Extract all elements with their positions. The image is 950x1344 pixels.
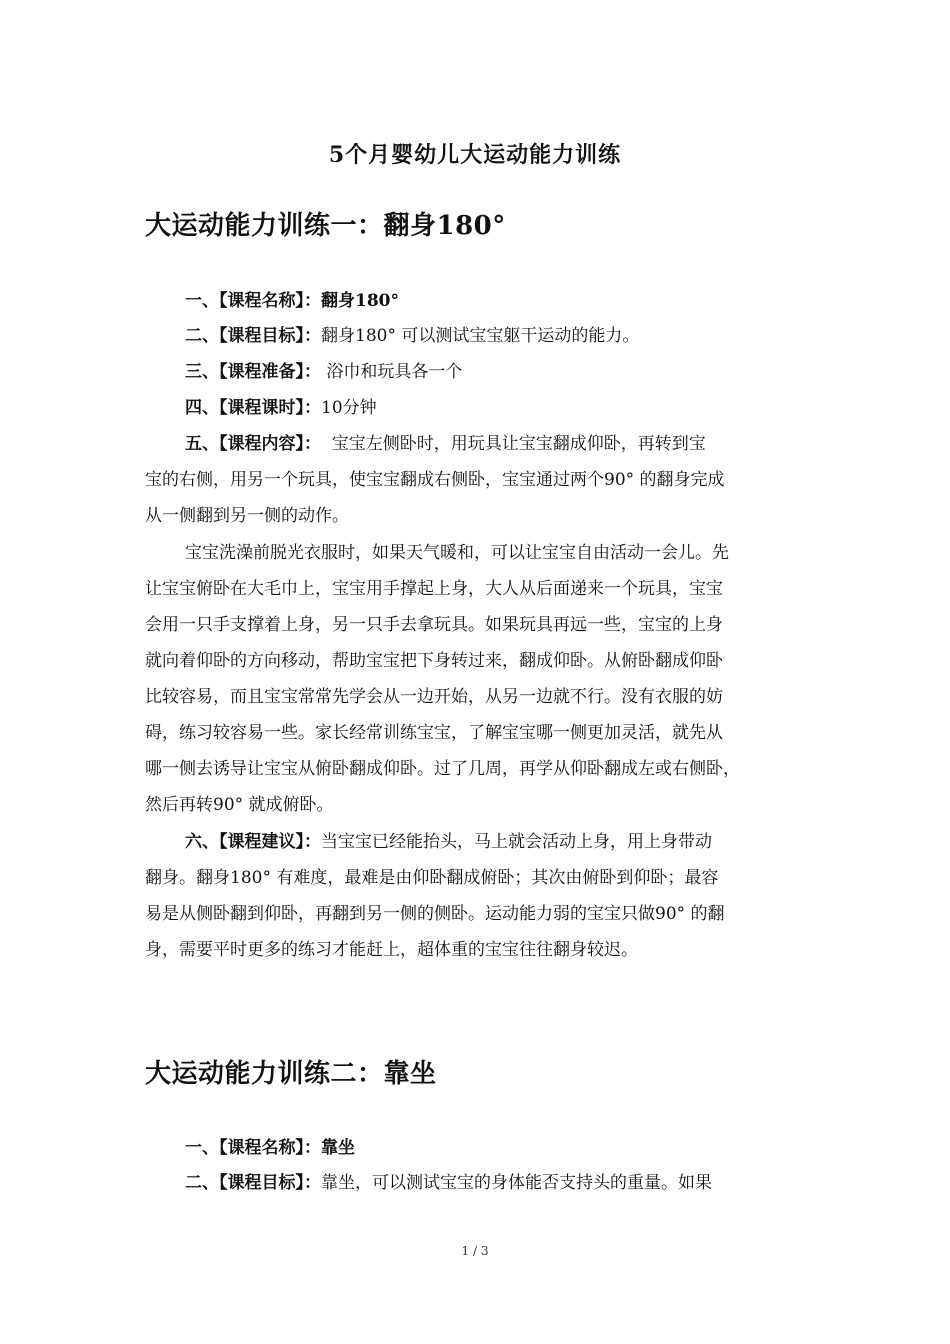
- paragraph-line: 然后再转90° 就成俯卧。: [145, 795, 334, 815]
- section-heading-1: 大运动能力训练一：翻身180°: [145, 211, 506, 241]
- course-name-row-1: [185, 289, 825, 313]
- page-title: 5个月婴幼儿大运动能力训练: [328, 142, 622, 168]
- course-goal-label: 二、【课程目标】：: [185, 326, 321, 346]
- course-time-label: 四、【课程课时】：: [185, 398, 321, 418]
- course-time-value: 10分钟: [321, 398, 377, 418]
- paragraph-line: 宝宝洗澡前脱光衣服时，如果天气暖和，可以让宝宝自由活动一会儿。先: [185, 543, 729, 563]
- course-advice-row-1: [185, 830, 825, 854]
- course-prep-value: 浴巾和玩具各一个: [321, 362, 463, 382]
- course-name-value: 靠坐: [321, 1138, 355, 1158]
- paragraph-line: 身，需要平时更多的练习才能赶上，超体重的宝宝往往翻身较迟。: [145, 940, 638, 960]
- course-advice-text: 当宝宝已经能抬头，马上就会活动上身，用上身带动: [321, 832, 712, 852]
- paragraph-line: 就向着仰卧的方向移动，帮助宝宝把下身转过来，翻成仰卧。从俯卧翻成仰卧: [145, 651, 723, 671]
- paragraph-line: 翻身。翻身180° 有难度，最难是由仰卧翻成俯卧；其次由俯卧到仰卧；最容: [145, 868, 719, 888]
- section-heading-2: 大运动能力训练二：靠坐: [145, 1059, 437, 1089]
- course-content-row-1: [185, 432, 825, 456]
- paragraph-line: 易是从侧卧翻到仰卧，再翻到另一侧的侧卧。运动能力弱的宝宝只做90° 的翻: [145, 904, 725, 924]
- course-name-label: 一、【课程名称】：: [185, 291, 321, 311]
- course-content-label: 五、【课程内容】：: [185, 434, 321, 454]
- course-goal-row-2: [185, 1171, 825, 1195]
- course-prep-label: 三、【课程准备】：: [185, 362, 321, 382]
- course-time-row-1: [185, 396, 825, 420]
- paragraph-line: 从一侧翻到另一侧的动作。: [145, 506, 349, 526]
- course-goal-value: 靠坐，可以测试宝宝的身体能否支持头的重量。如果: [321, 1173, 712, 1193]
- paragraph-line: 比较容易，而且宝宝常常先学会从一边开始，从另一边就不行。没有衣服的妨: [145, 687, 723, 707]
- course-name-value: 翻身180°: [321, 291, 399, 311]
- course-name-label: 一、【课程名称】：: [185, 1138, 321, 1158]
- paragraph-line: 会用一只手支撑着上身，另一只手去拿玩具。如果玩具再远一些，宝宝的上身: [145, 615, 723, 635]
- course-goal-row-1: [185, 324, 825, 348]
- paragraph-line: 让宝宝俯卧在大毛巾上，宝宝用手撑起上身，大人从后面递来一个玩具，宝宝: [145, 579, 723, 599]
- paragraph-line: 哪一侧去诱导让宝宝从俯卧翻成仰卧。过了几周，再学从仰卧翻成左或右侧卧，: [145, 759, 740, 779]
- paragraph-line: 碍，练习较容易一些。家长经常训练宝宝，了解宝宝哪一侧更加灵活，就先从: [145, 723, 723, 743]
- course-goal-label: 二、【课程目标】：: [185, 1173, 321, 1193]
- course-content-text: 宝宝左侧卧时，用玩具让宝宝翻成仰卧，再转到宝: [321, 434, 706, 454]
- course-goal-value: 翻身180° 可以测试宝宝躯干运动的能力。: [321, 326, 640, 346]
- course-prep-row-1: [185, 360, 825, 384]
- page-number: 1 / 3: [461, 1244, 489, 1258]
- course-advice-label: 六、【课程建议】：: [185, 832, 321, 852]
- course-name-row-2: [185, 1136, 825, 1160]
- paragraph-line: 宝的右侧，用另一个玩具，使宝宝翻成右侧卧，宝宝通过两个90° 的翻身完成: [145, 470, 725, 490]
